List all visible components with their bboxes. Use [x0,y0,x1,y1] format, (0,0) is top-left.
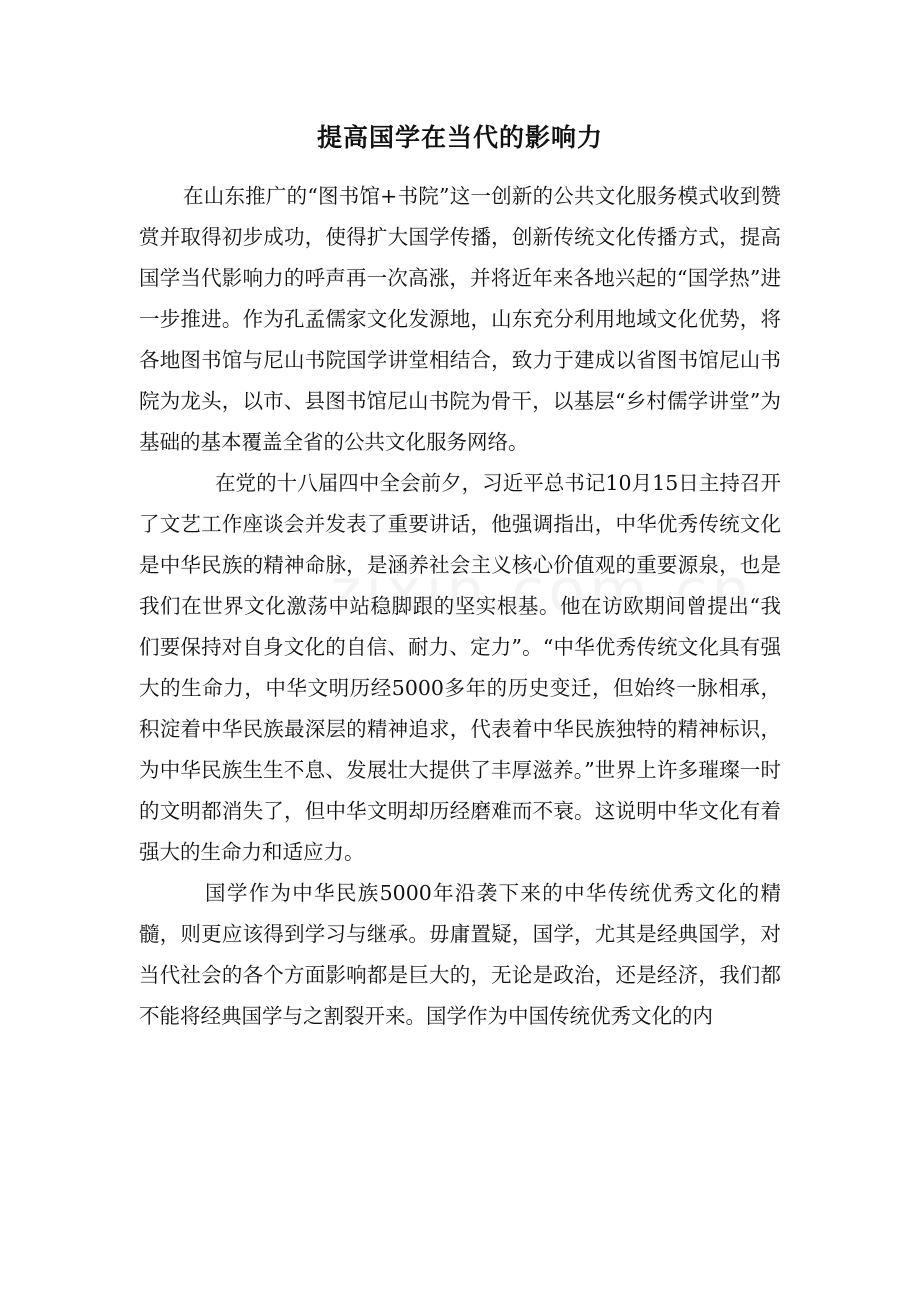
paragraph-2: 在党的十八届四中全会前夕，习近平总书记10月15日主持召开了文艺工作座谈会并发表了重要讲话，他强调指出，中华优秀传统文化是中华民族的精神命脉，是涵养社会主义核心价值观的重要源泉，也是我们在世界文化激荡中站稳脚跟的坚实根基。他在访欧期间曾提出“我们要保持对自身文化的自信、耐力、定力”。“中华优秀传统文化具有强大的生命力，中华文明历经5000多年的历史变迁，但始终一脉相承，积淀着中华民族最深层的精神追求，代表着中华民族独特的精神标识，为中华民族生生不息、发展壮大提供了丰厚滋养。”世界上许多璀璨一时的文明都消失了，但中华文明却历经磨难而不衰。这说明中华文化有着强大的生命力和适应力。 [139,471,781,864]
document-title: 提高国学在当代的影响力 [316,123,603,152]
document-body [139,176,781,1037]
paragraph-1: 在山东推广的“图书馆+书院”这一创新的公共文化服务模式收到赞赏并取得初步成功，使得扩大国学传播，创新传统文化传播方式，提高国学当代影响力的呼声再一次高涨，并将近年来各地兴起的“国学热”进一步推进。作为孔孟儒家文化发源地，山东充分利用地域文化优势，将各地图书馆与尼山书院国学讲堂相结合，致力于建成以省图书馆尼山书院为龙头，以市、县图书馆尼山书院为骨干，以基层“乡村儒学讲堂”为基础的基本覆盖全省的公共文化服务网络。 [139,184,781,454]
paragraph-3: 国学作为中华民族5000年沿袭下来的中华传统优秀文化的精髓，则更应该得到学习与继承。毋庸置疑，国学，尤其是经典国学，对当代社会的各个方面影响都是巨大的，无论是政治，还是经济，我们都不能将经典国学与之割裂开来。国学作为中国传统优秀文化的内 [139,881,781,1028]
